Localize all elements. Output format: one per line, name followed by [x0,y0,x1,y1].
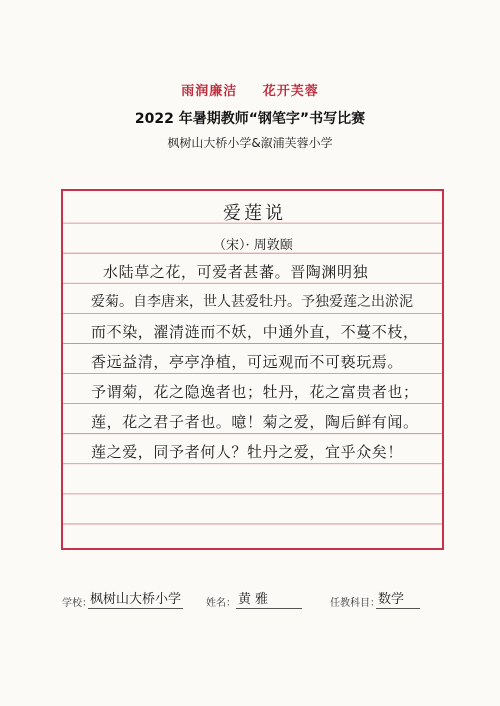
essay-line: 香远益清，亭亭净植，可远观而不可亵玩焉。 [91,353,404,371]
contest-subtitle: 枫树山大桥小学&溆浦芙蓉小学 [167,136,333,150]
essay-line: 莲之爱，同予者何人？牡丹之爱，宜乎众矣！ [91,443,404,461]
slogan-right: 花开芙蓉 [262,84,319,99]
essay-line: 莲，花之君子者也。噫！菊之爱，陶后鲜有闻。 [91,413,419,431]
contest-title: 2022 年暑期教师“钢笔字”书写比赛 [134,111,366,127]
writing-frame [61,189,444,550]
name-label: 姓名： [206,598,236,609]
slogan [0,80,500,99]
school-label: 学校： [62,598,92,609]
signature-footer [0,588,500,610]
school-field: 枫树山大桥小学 [88,588,183,609]
essay-line: 予谓菊，花之隐逸者也；牡丹，花之富贵者也； [91,383,419,401]
slogan-left: 雨润廉洁 [181,84,238,99]
essay-title: 爱莲说 [223,203,286,224]
essay-line: 爱菊。自李唐来，世人甚爱牡丹。予独爱莲之出淤泥 [91,294,413,310]
essay-line: 而不染，濯清涟而不妖，中通外直，不蔓不枝， [91,323,419,341]
essay-line: 水陆草之花，可爱者甚蕃。晋陶渊明独 [103,263,369,281]
subject-field: 数学 [376,588,420,609]
essay-author: （宋）· 周敦颐 [213,238,293,253]
name-field: 黄雅 [236,588,302,609]
subject-label: 任教科目： [330,598,380,609]
